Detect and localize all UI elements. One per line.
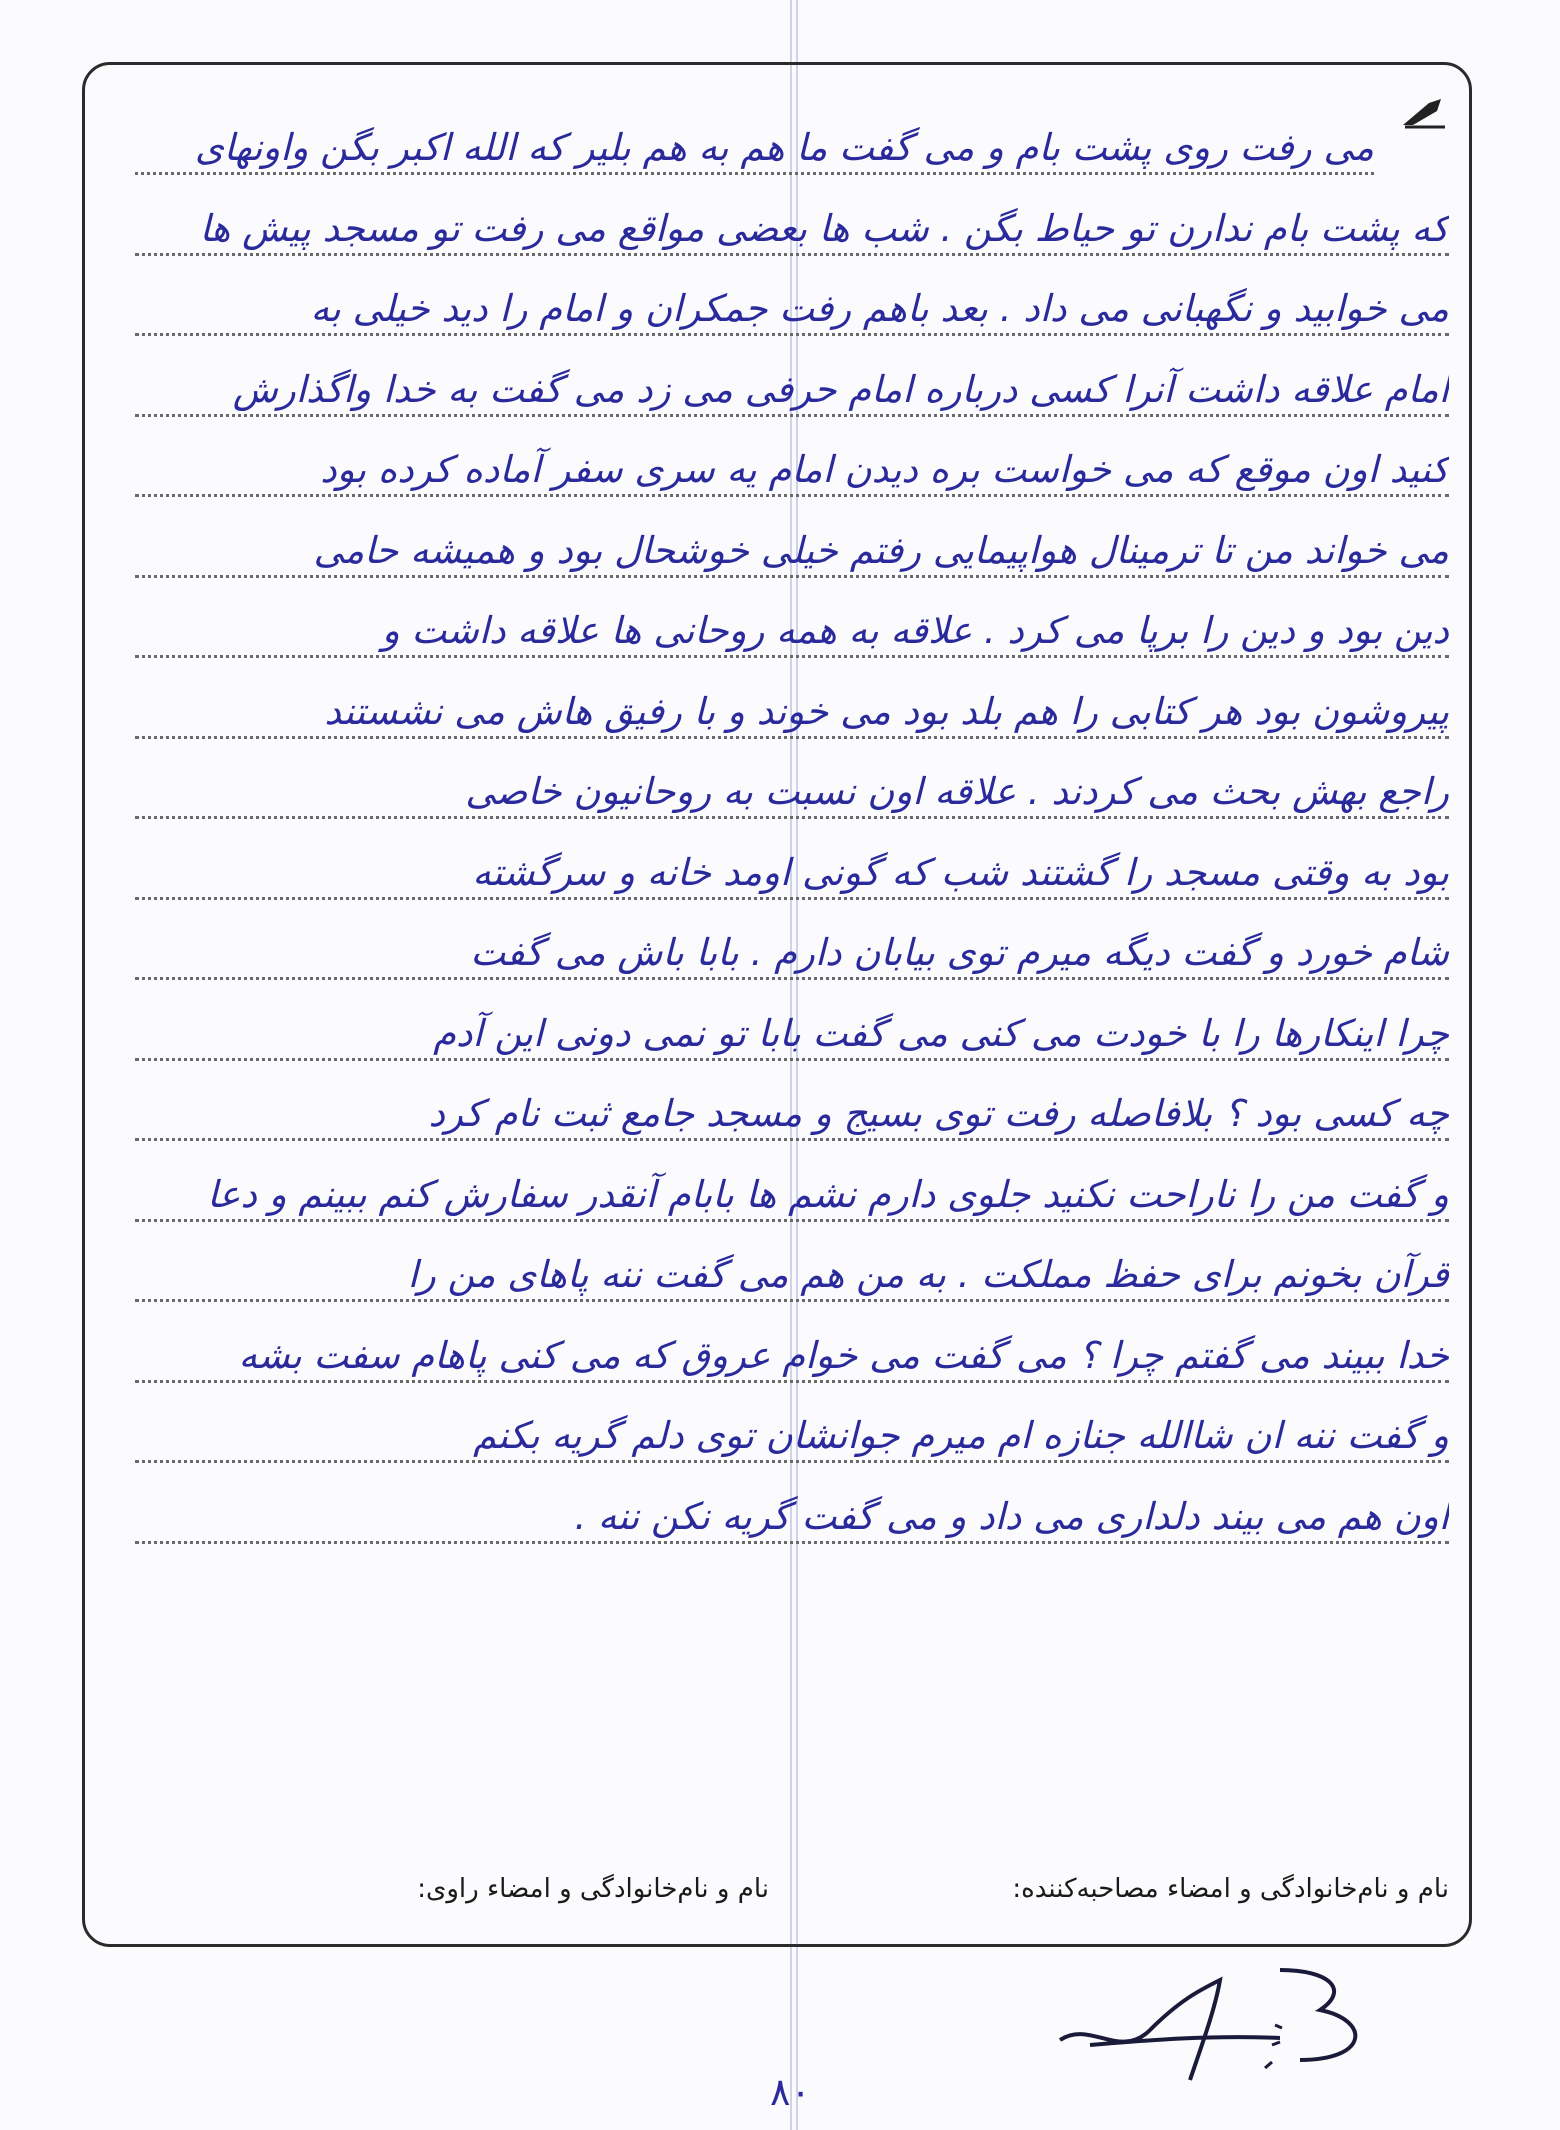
handwritten-text: می رفت روی پشت بام و می گفت ما هم به هم بلیر که الله اکبر بگن واونهای bbox=[194, 126, 1374, 169]
transcript-line bbox=[135, 588, 1449, 668]
transcript-line bbox=[135, 991, 1449, 1071]
dotted-rule bbox=[135, 655, 1449, 658]
transcript-line bbox=[135, 1152, 1449, 1232]
dotted-rule bbox=[135, 1460, 1449, 1463]
handwritten-text: کنید اون موقع که می خواست بره دیدن امام یه سری سفر آماده کرده بود bbox=[320, 448, 1449, 491]
dotted-rule bbox=[135, 1138, 1449, 1141]
form-frame bbox=[82, 62, 1472, 1947]
transcript-line bbox=[135, 830, 1449, 910]
dotted-rule bbox=[135, 897, 1449, 900]
handwritten-text: قرآن بخونم برای حفظ مملکت . به من هم می گفت ننه پاهای من را bbox=[407, 1253, 1449, 1296]
signature-footer bbox=[85, 1864, 1469, 1914]
transcript-line bbox=[135, 1232, 1449, 1312]
handwritten-text: که پشت بام ندارن تو حیاط بگن . شب ها بعضی مواقع می رفت تو مسجد پیش ها bbox=[199, 206, 1449, 250]
dotted-rule bbox=[135, 172, 1374, 175]
handwritten-text: چه کسی بود ؟ بلافاصله رفت توی بسیج و مسجد جامع ثبت نام کرد bbox=[428, 1092, 1449, 1135]
handwritten-text: و گفت ننه ان شاالله جنازه ام میرم جوانشان توی دلم گریه بکنم bbox=[473, 1414, 1449, 1457]
dotted-rule bbox=[135, 816, 1449, 819]
handwritten-text: راجع بهش بحث می کردند . علاقه اون نسبت به روحانیون خاصی bbox=[465, 770, 1449, 813]
dotted-rule bbox=[135, 414, 1449, 417]
transcript-line bbox=[135, 347, 1449, 427]
handwritten-text: خدا ببیند می گفتم چرا ؟ می گفت می خوام عروق که می کنی پاهام سفت بشه bbox=[238, 1333, 1449, 1377]
transcript-line bbox=[135, 910, 1449, 990]
handwritten-text: بود به وقتی مسجد را گشتند شب که گونی اومد خانه و سرگشته bbox=[472, 850, 1449, 894]
narrator-signature-label: نام و نام‌خانوادگی و امضاء راوی: bbox=[417, 1874, 769, 1904]
dotted-rule bbox=[135, 1058, 1449, 1061]
dotted-rule bbox=[135, 736, 1449, 739]
transcript-line bbox=[135, 427, 1449, 507]
handwritten-text: و گفت من را ناراحت نکنید جلوی دارم نشم ها بابام آنقدر سفارش کنم ببینم و دعا bbox=[207, 1172, 1449, 1216]
dotted-rule bbox=[135, 977, 1449, 980]
dotted-rule bbox=[135, 1541, 1449, 1544]
handwritten-text: امام علاقه داشت آنرا کسی درباره امام حرفی می زد می گفت به خدا واگذارش bbox=[232, 367, 1449, 411]
page-number: ۸۰ bbox=[770, 2070, 811, 2114]
dotted-rule bbox=[135, 494, 1449, 497]
dotted-rule bbox=[135, 1299, 1449, 1302]
signature bbox=[1050, 1950, 1380, 2090]
handwritten-text: دین بود و دین را برپا می کرد . علاقه به همه روحانی ها علاقه داشت و bbox=[381, 609, 1449, 652]
transcript-line bbox=[135, 266, 1449, 346]
dotted-rule bbox=[135, 253, 1449, 256]
dotted-rule bbox=[135, 575, 1449, 578]
dotted-rule bbox=[135, 333, 1449, 336]
dotted-rule bbox=[135, 1219, 1449, 1222]
handwritten-text: اون هم می بیند دلداری می داد و می گفت گریه نکن ننه . bbox=[574, 1494, 1449, 1538]
handwritten-text: چرا اینکارها را با خودت می کنی می گفت بابا تو نمی دونی این آدم bbox=[433, 1011, 1449, 1055]
dotted-rule bbox=[135, 1380, 1449, 1383]
handwritten-text: شام خورد و گفت دیگه میرم توی بیابان دارم . بابا باش می گفت bbox=[470, 931, 1449, 974]
handwritten-text: می خوابید و نگهبانی می داد . بعد باهم رفت جمکران و امام را دید خیلی به bbox=[310, 287, 1449, 330]
transcript-line bbox=[135, 1071, 1449, 1151]
handwritten-text: می خواند من تا ترمینال هواپیمایی رفتم خیلی خوشحال بود و همیشه حامی bbox=[313, 528, 1449, 572]
pen-icon bbox=[1399, 95, 1449, 129]
transcript-line bbox=[135, 1313, 1449, 1393]
transcript-line bbox=[135, 186, 1449, 266]
transcript-line bbox=[135, 749, 1449, 829]
transcript-line bbox=[135, 1474, 1449, 1554]
transcript-line bbox=[135, 105, 1374, 185]
handwritten-text: پیروشون بود هر کتابی را هم بلد بود می خوند و با رفیق هاش می نشستند bbox=[324, 689, 1449, 733]
transcript-line bbox=[135, 508, 1449, 588]
transcript-line bbox=[135, 1393, 1449, 1473]
interviewer-signature-label: نام و نام‌خانوادگی و امضاء مصاحبه‌کننده: bbox=[1012, 1874, 1449, 1904]
transcript-line bbox=[135, 669, 1449, 749]
